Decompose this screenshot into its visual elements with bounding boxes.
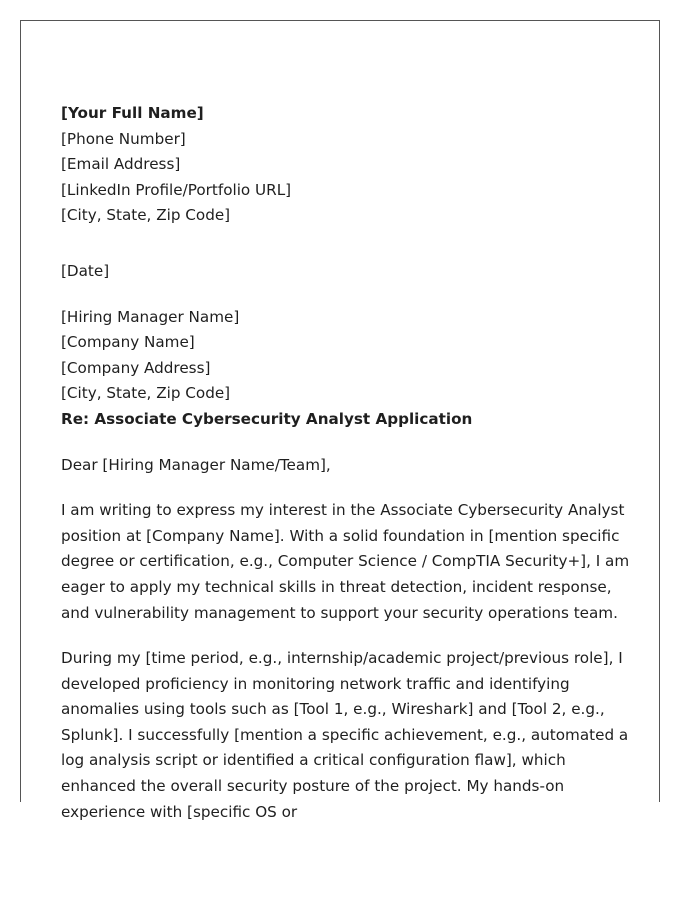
body-paragraph-2: During my [time period, e.g., internship/academic project/previous role], I developed proficiency in monitoring network traffic and identifying anomalies using tools such as [Tool 1, e.g., Wireshark] and [Tool 2, e.g., Splunk]. I successfully [mention a specific achievement, e.g., automated a log analysis script or identified a critical configuration flaw], which enhanced the overall security posture of the project. My hands-on experience with [specific OS or <box>61 649 629 821</box>
greeting: Dear [Hiring Manager Name/Team], <box>61 455 331 474</box>
sender-city: [City, State, Zip Code] <box>61 206 231 225</box>
recipient-manager: [Hiring Manager Name] <box>61 307 240 326</box>
date-block <box>61 259 631 285</box>
recipient-block <box>61 305 631 433</box>
recipient-company: [Company Name] <box>61 333 195 352</box>
sender-name: [Your Full Name] <box>61 104 204 122</box>
sender-linkedin: [LinkedIn Profile/Portfolio URL] <box>61 180 292 199</box>
recipient-address: [Company Address] <box>61 358 211 377</box>
subject-line: Re: Associate Cybersecurity Analyst Application <box>61 409 473 428</box>
document-page <box>20 20 660 821</box>
letter-date: [Date] <box>61 261 110 280</box>
recipient-city: [City, State, Zip Code] <box>61 384 231 403</box>
body-paragraph-1: I am writing to express my interest in the Associate Cybersecurity Analyst position at [Company Name]. With a solid foundation in [mention specific degree or certification, e.g., Computer Science / CompTIA Security+], I am eager to apply my technical skills in threat detection, incident response, and vulnerability management to support your security operations team. <box>61 501 630 622</box>
sender-email: [Email Address] <box>61 155 181 174</box>
sender-block <box>61 101 631 229</box>
sender-phone: [Phone Number] <box>61 129 186 148</box>
letter-body <box>61 101 631 825</box>
